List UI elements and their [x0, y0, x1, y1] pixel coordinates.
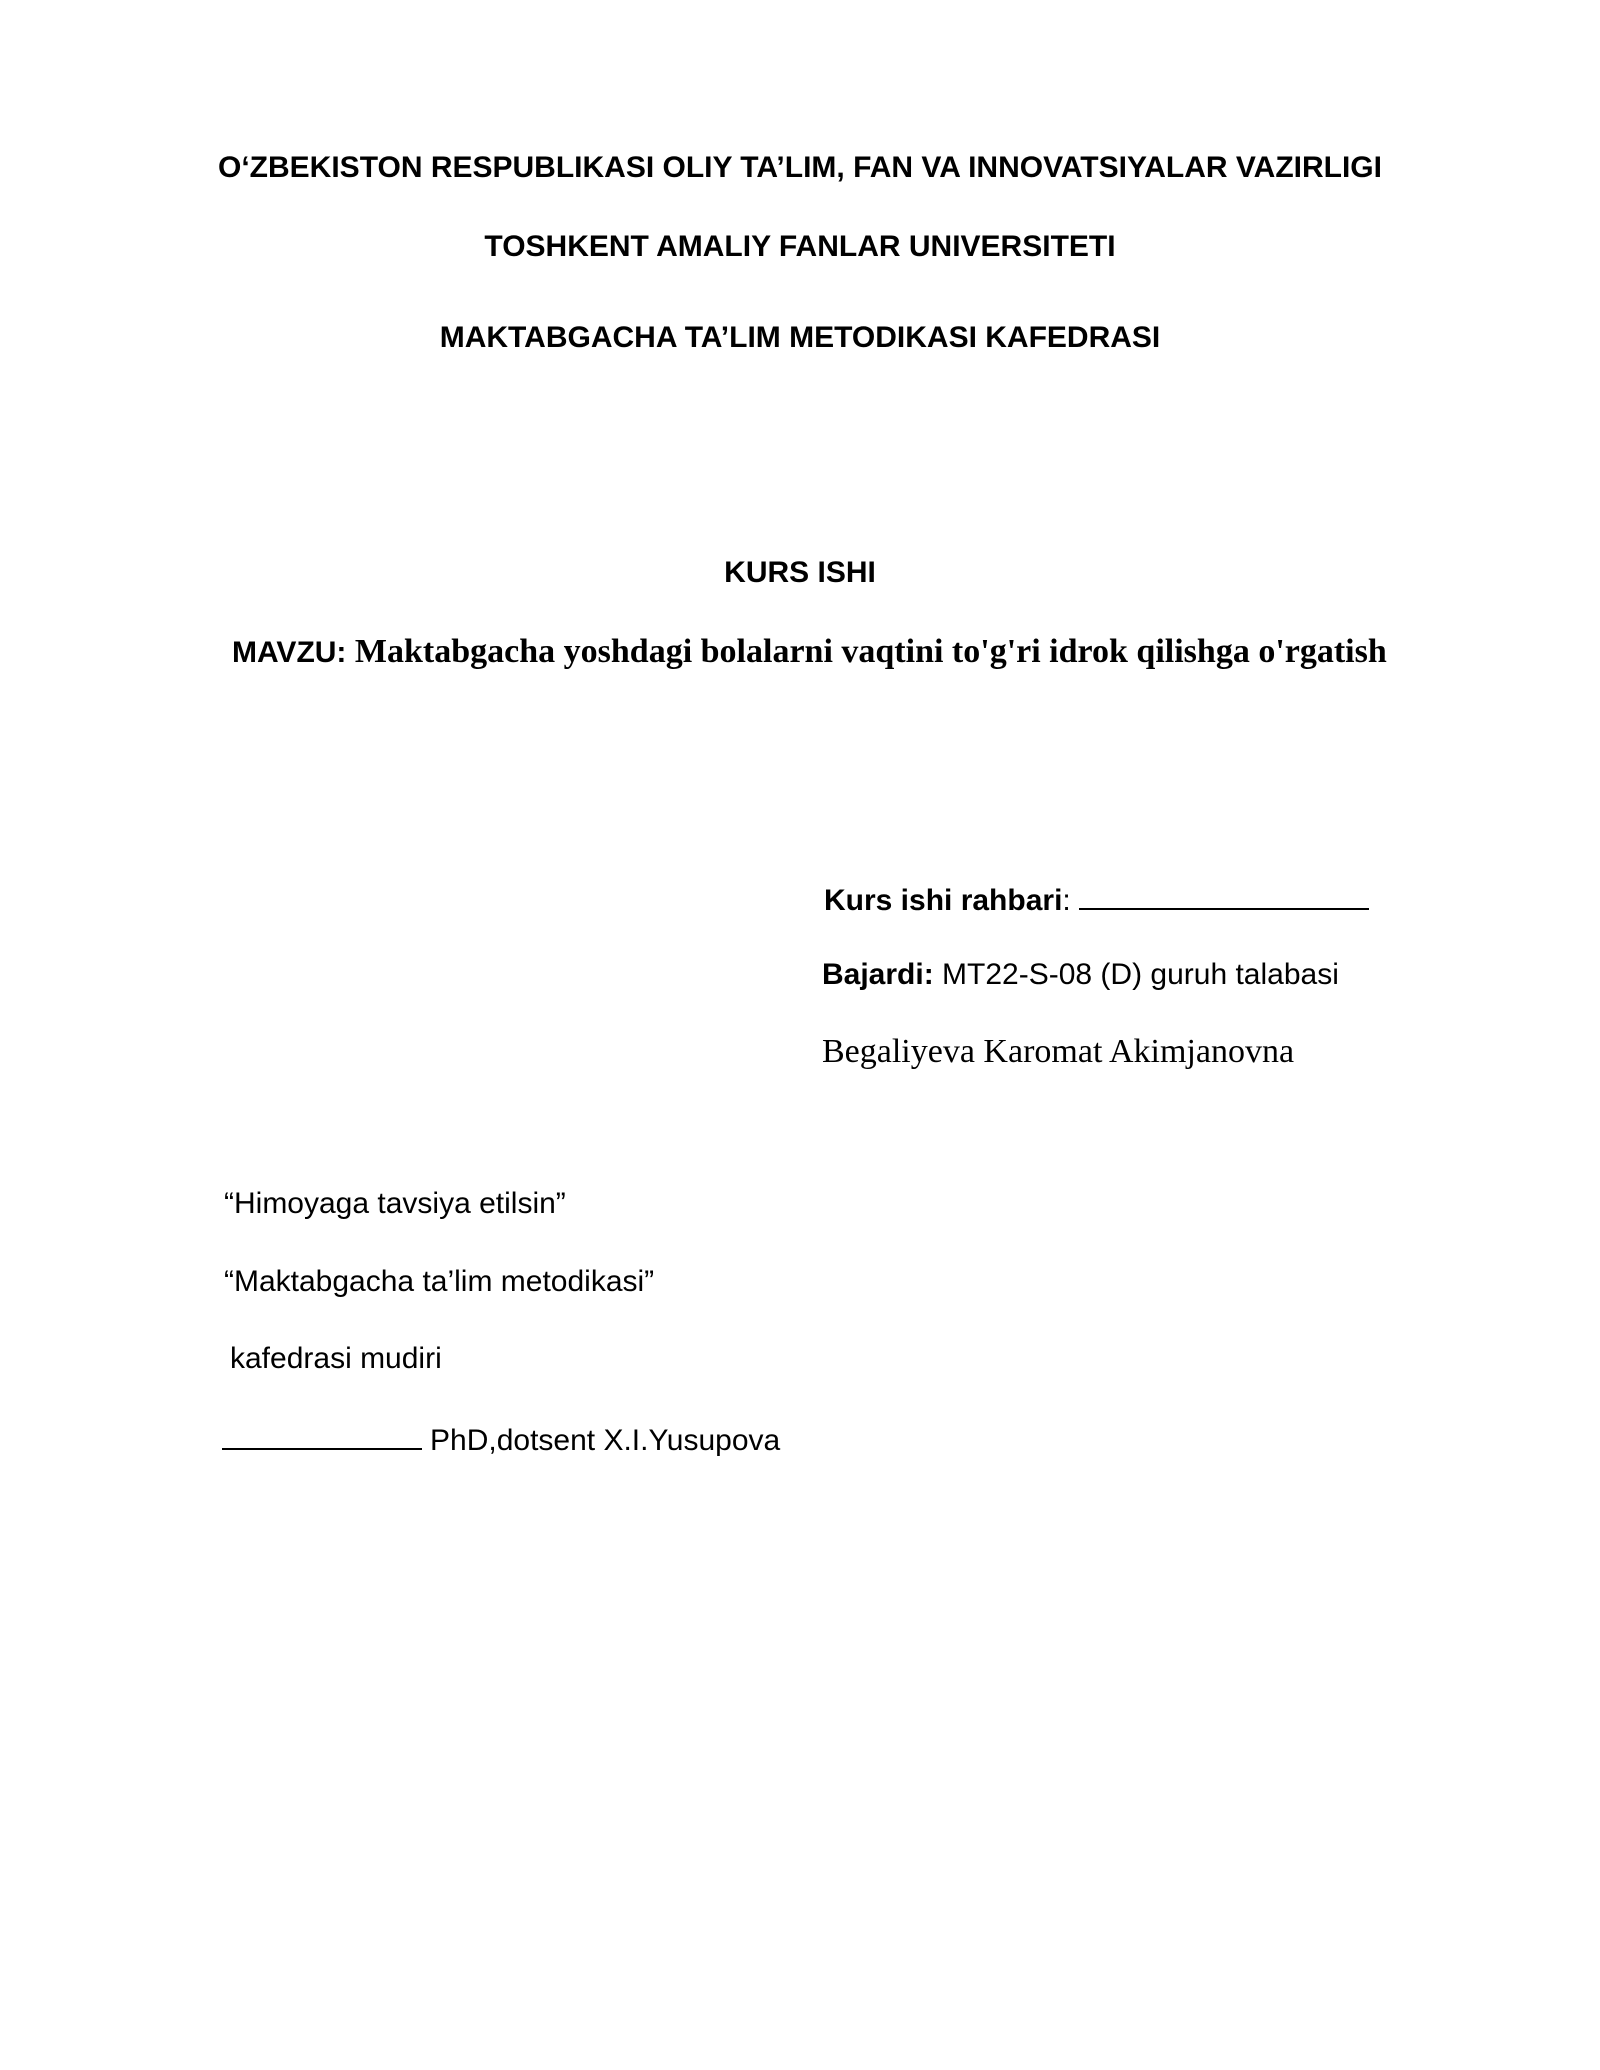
- department-quote: “Maktabgacha ta’lim metodikasi”: [224, 1265, 655, 1298]
- head-signature-line: [222, 1420, 780, 1458]
- supervisor-colon: :: [1062, 884, 1071, 917]
- department-heading: MAKTABGACHA TA’LIM METODIKASI KAFEDRASI: [439, 321, 1161, 354]
- head-name: PhD,dotsent X.I.Yusupova: [430, 1424, 781, 1457]
- work-type-title: KURS ISHI: [724, 556, 876, 589]
- ministry-heading: O‘ZBEKISTON RESPUBLIKASI OLIY TA’LIM, FAN VA INNOVATSIYALAR VAZIRLIGI: [218, 151, 1382, 184]
- performed-line: [822, 958, 1339, 992]
- topic-label: MAVZU:: [232, 636, 347, 669]
- performed-label: Bajardi:: [822, 958, 934, 991]
- topic-line: [232, 633, 1387, 671]
- student-name: Begaliyeva Karomat Akimjanovna: [822, 1033, 1295, 1070]
- performed-value: MT22-S-08 (D) guruh talabasi: [942, 958, 1339, 991]
- university-heading: TOSHKENT AMALIY FANLAR UNIVERSITETI: [484, 230, 1116, 263]
- head-signature-blank: [222, 1420, 422, 1450]
- supervisor-label: Kurs ishi rahbari: [824, 884, 1063, 917]
- supervisor-line: [824, 880, 1369, 918]
- topic-text: Maktabgacha yoshdagi bolalarni vaqtini to'g'ri idrok qilishga o'rgatish: [354, 633, 1387, 670]
- recommendation-text: “Himoyaga tavsiya etilsin”: [224, 1187, 566, 1220]
- head-title: kafedrasi mudiri: [230, 1342, 442, 1375]
- supervisor-signature-blank: [1079, 880, 1369, 910]
